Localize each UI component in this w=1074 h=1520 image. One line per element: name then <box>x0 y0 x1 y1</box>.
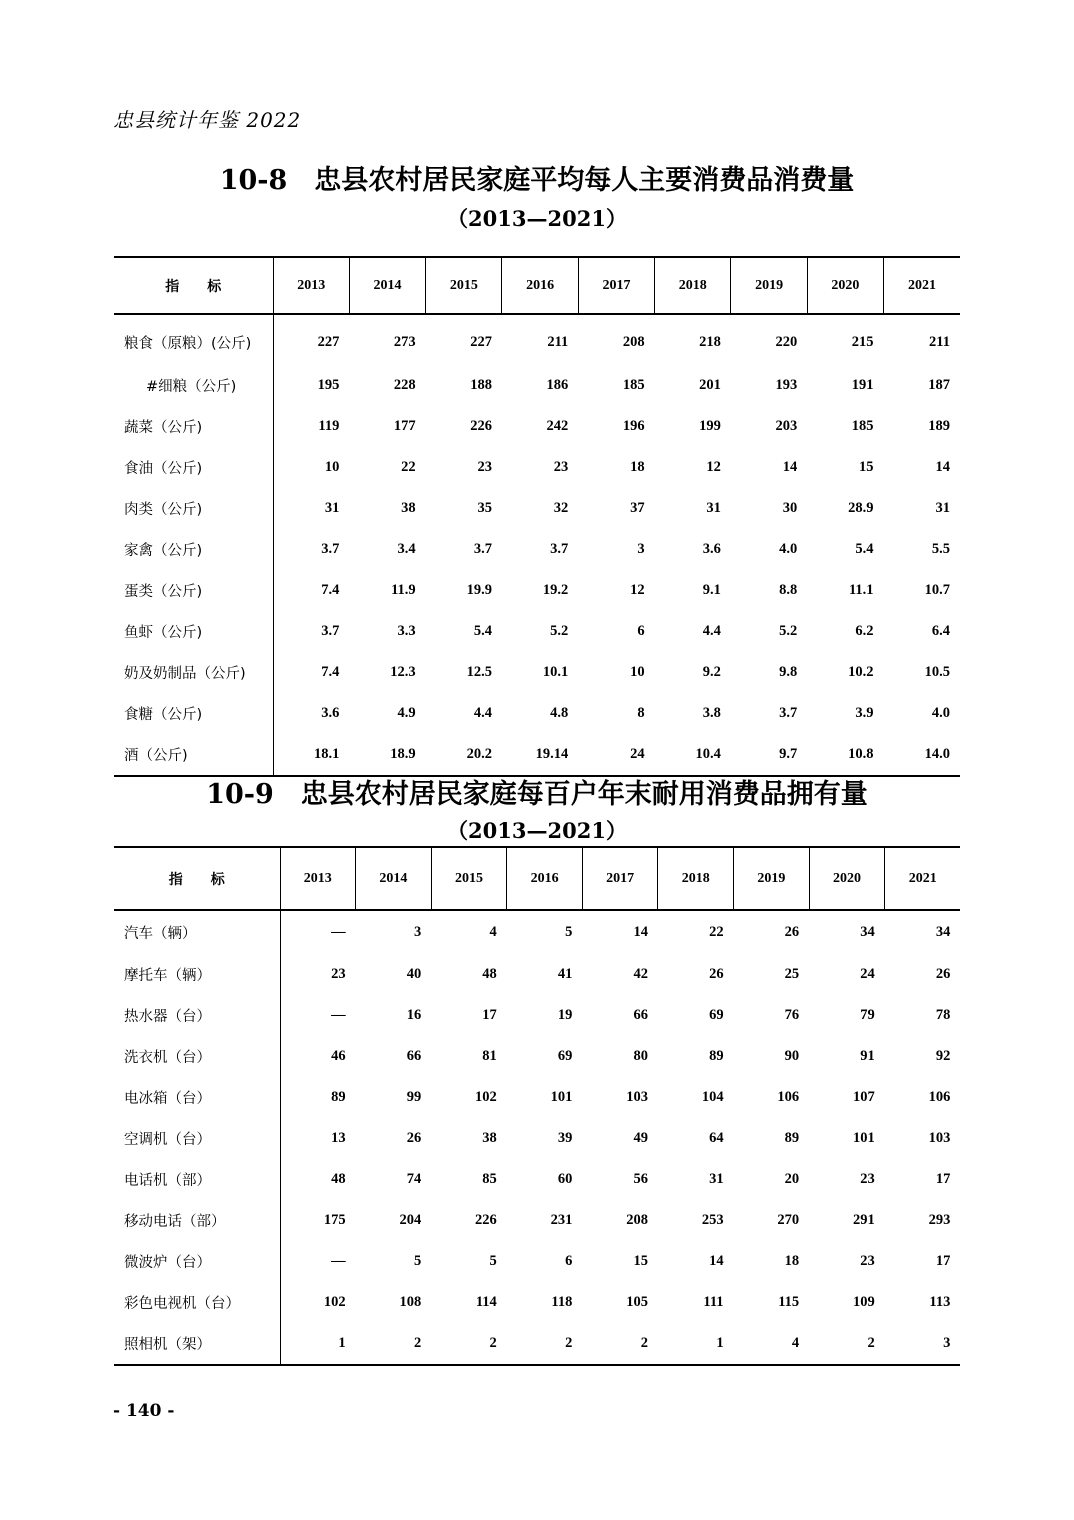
cell-value: 106 <box>928 1089 951 1105</box>
header-year: 2017 <box>582 847 658 910</box>
table-row <box>114 910 960 954</box>
table-row <box>114 529 960 570</box>
cell-value: 10 <box>630 664 645 680</box>
cell-value: 226 <box>475 1212 497 1228</box>
cell-value: 3.8 <box>702 705 721 721</box>
cell-value: 15 <box>859 459 874 475</box>
cell-value: 89 <box>331 1089 346 1105</box>
cell-value: 13 <box>331 1130 346 1146</box>
cell-value: 102 <box>323 1294 346 1310</box>
cell-value: 12.5 <box>466 664 492 680</box>
cell-value: 24 <box>860 966 875 982</box>
cell-value: 1 <box>716 1335 724 1351</box>
table2-subtitle: （2013—2021） <box>447 818 627 843</box>
table-row <box>114 1036 960 1077</box>
cell-value: 102 <box>475 1089 497 1105</box>
cell-value: 3.6 <box>702 541 721 557</box>
table-row <box>114 365 960 406</box>
cell-value: 40 <box>406 966 422 982</box>
cell-value: 89 <box>784 1130 800 1146</box>
row-label: 肉类（公斤) <box>114 488 273 529</box>
cell-value: 78 <box>935 1007 951 1023</box>
row-label: 蛋类（公斤) <box>114 570 273 611</box>
cell-value: 5 <box>565 924 573 940</box>
cell-value: 4.4 <box>702 623 721 639</box>
header-year: 2020 <box>809 847 885 910</box>
table-row <box>114 1118 960 1159</box>
cell-value: 17 <box>482 1007 497 1023</box>
cell-value: 101 <box>550 1089 573 1105</box>
cell-value: 69 <box>709 1007 724 1023</box>
cell-value: 114 <box>475 1294 497 1310</box>
cell-value: 196 <box>622 418 645 434</box>
cell-value: 23 <box>331 966 346 982</box>
table-row <box>114 693 960 734</box>
cell-value: 24 <box>630 746 645 762</box>
header-year: 2016 <box>502 257 578 314</box>
cell-value: 38 <box>401 500 416 516</box>
cell-value: 177 <box>393 418 416 434</box>
cell-value: 26 <box>406 1130 422 1146</box>
cell-value: 4.8 <box>550 705 569 721</box>
table-row <box>114 954 960 995</box>
cell-value: 64 <box>709 1130 724 1146</box>
cell-value: 3.9 <box>855 705 874 721</box>
cell-value: 14 <box>709 1253 724 1269</box>
cell-value: 3.7 <box>321 623 340 639</box>
cell-value: 185 <box>851 418 874 434</box>
table-rural-per-capita-consumption <box>114 256 960 777</box>
cell-value: 17 <box>935 1253 951 1269</box>
cell-value: 242 <box>546 418 569 434</box>
row-label: 彩色电视机（台） <box>114 1282 280 1323</box>
cell-value: 215 <box>851 333 874 350</box>
cell-value: 12.3 <box>390 664 416 680</box>
cell-value: 119 <box>318 418 340 434</box>
cell-value: 99 <box>406 1089 422 1105</box>
table-rural-durable-goods <box>114 846 960 1366</box>
cell-value: 4.9 <box>397 705 416 721</box>
cell-value: 3.7 <box>550 541 569 557</box>
cell-value: 220 <box>775 333 798 350</box>
table-row <box>114 734 960 776</box>
cell-value: 270 <box>777 1212 800 1228</box>
cell-value: 3.7 <box>779 705 798 721</box>
cell-value: 39 <box>557 1130 573 1146</box>
cell-value: 2 <box>413 1335 422 1351</box>
header-indicator: 指 标 <box>114 257 273 314</box>
cell-value: 118 <box>551 1294 573 1310</box>
cell-value: 7.4 <box>321 582 340 598</box>
cell-value: 25 <box>784 966 800 982</box>
cell-value: 4.0 <box>931 705 950 721</box>
table-header-row <box>114 847 960 910</box>
cell-value: 115 <box>778 1294 800 1310</box>
header-year: 2019 <box>734 847 810 910</box>
cell-value: 6 <box>637 623 645 639</box>
header-year: 2021 <box>884 257 960 314</box>
table-row <box>114 570 960 611</box>
cell-value: 109 <box>853 1294 875 1310</box>
cell-value: 37 <box>630 500 645 516</box>
cell-value: 211 <box>929 333 950 350</box>
cell-value: 22 <box>709 924 724 940</box>
table-row <box>114 1200 960 1241</box>
row-label: 粮食（原粮）(公斤) <box>114 314 273 365</box>
cell-value: 19 <box>557 1007 573 1023</box>
header-year: 2014 <box>349 257 425 314</box>
table-header-row <box>114 257 960 314</box>
cell-value: 19.2 <box>542 582 569 598</box>
cell-value: 5.5 <box>931 541 950 557</box>
row-label: 汽车（辆） <box>114 910 280 954</box>
cell-value: 46 <box>331 1048 346 1064</box>
cell-value: 3 <box>413 924 422 940</box>
cell-value: 12 <box>630 582 645 598</box>
cell-value: 66 <box>633 1007 648 1023</box>
header-year: 2016 <box>507 847 583 910</box>
cell-value: 2 <box>565 1335 573 1351</box>
cell-value: 10.5 <box>924 664 950 680</box>
table-row <box>114 447 960 488</box>
row-label: #细粮（公斤) <box>114 365 273 406</box>
header-indicator: 指 标 <box>114 847 280 910</box>
cell-value: 49 <box>633 1130 648 1146</box>
cell-value: 81 <box>482 1048 497 1064</box>
cell-value: 17 <box>935 1171 951 1187</box>
cell-value: 90 <box>784 1048 800 1064</box>
cell-value: 69 <box>557 1048 573 1064</box>
cell-value: 12 <box>706 459 721 475</box>
cell-value: 103 <box>626 1089 648 1105</box>
header-year: 2021 <box>885 847 961 910</box>
cell-value: 30 <box>782 500 798 516</box>
cell-value: 189 <box>928 418 950 434</box>
cell-value: 291 <box>853 1212 875 1228</box>
cell-value: 175 <box>323 1212 346 1228</box>
cell-value: 113 <box>929 1294 951 1310</box>
cell-value: 85 <box>482 1171 497 1187</box>
cell-value: 101 <box>853 1130 875 1146</box>
cell-value: 48 <box>482 966 497 982</box>
table-row <box>114 652 960 693</box>
header-year: 2019 <box>731 257 807 314</box>
cell-value: 23 <box>860 1171 875 1187</box>
cell-value: 10.4 <box>695 746 721 762</box>
header-year: 2013 <box>280 847 356 910</box>
cell-value: 14.0 <box>924 746 950 762</box>
header-year: 2014 <box>356 847 432 910</box>
cell-value: 60 <box>557 1171 573 1187</box>
cell-value: 111 <box>703 1294 724 1310</box>
cell-value: 14 <box>935 459 950 475</box>
cell-value: — <box>331 924 346 940</box>
cell-value: 5 <box>413 1253 422 1269</box>
cell-value: 19.9 <box>466 582 492 598</box>
table-row <box>114 611 960 652</box>
cell-value: 26 <box>935 966 951 982</box>
cell-value: 18.1 <box>313 746 340 762</box>
cell-value: 20 <box>784 1171 800 1187</box>
cell-value: 80 <box>633 1048 648 1064</box>
cell-value: 91 <box>860 1048 875 1064</box>
cell-value: 253 <box>701 1212 724 1228</box>
cell-value: 18.9 <box>390 746 416 762</box>
cell-value: 76 <box>784 1007 800 1023</box>
cell-value: 34 <box>860 924 875 940</box>
cell-value: 106 <box>777 1089 800 1105</box>
cell-value: 8 <box>637 705 645 721</box>
cell-value: 208 <box>622 333 645 350</box>
cell-value: 8.8 <box>779 582 798 598</box>
cell-value: 2 <box>640 1335 648 1351</box>
cell-value: 228 <box>393 377 416 393</box>
header-year: 2018 <box>658 847 734 910</box>
row-label: 电冰箱（台） <box>114 1077 280 1118</box>
cell-value: 3 <box>637 541 645 557</box>
cell-value: 10.1 <box>542 664 569 680</box>
table1-subtitle: （2013—2021） <box>447 206 627 231</box>
running-title: 忠县统计年鉴 2022 <box>113 108 302 132</box>
row-label: 酒（公斤) <box>114 734 273 776</box>
table-row <box>114 314 960 365</box>
cell-value: 227 <box>470 333 492 350</box>
table-row <box>114 1159 960 1200</box>
cell-value: 293 <box>928 1212 951 1228</box>
row-label: 蔬菜（公斤) <box>114 406 273 447</box>
cell-value: 2 <box>867 1335 875 1351</box>
cell-value: 28.9 <box>848 500 874 516</box>
header-year: 2015 <box>431 847 507 910</box>
page-number: - 140 - <box>113 1401 175 1421</box>
header-year: 2015 <box>426 257 502 314</box>
cell-value: 79 <box>860 1007 875 1023</box>
cell-value: 23 <box>553 459 569 475</box>
table2-title: 10-9 忠县农村居民家庭每百户年末耐用消费品拥有量 <box>206 779 868 810</box>
cell-value: 105 <box>626 1294 648 1310</box>
cell-value: 211 <box>547 333 569 350</box>
cell-value: 89 <box>709 1048 724 1064</box>
cell-value: 16 <box>406 1007 422 1023</box>
cell-value: 10.2 <box>848 664 874 680</box>
cell-value: 3.7 <box>321 541 340 557</box>
cell-value: 9.2 <box>702 664 721 680</box>
cell-value: 186 <box>546 377 569 393</box>
row-label: 家禽（公斤) <box>114 529 273 570</box>
row-label: 热水器（台） <box>114 995 280 1036</box>
row-label: 奶及奶制品（公斤) <box>114 652 273 693</box>
cell-value: 22 <box>401 459 416 475</box>
cell-value: 4 <box>791 1335 800 1351</box>
cell-value: 4 <box>489 924 497 940</box>
cell-value: 56 <box>633 1171 648 1187</box>
cell-value: 3.6 <box>321 705 340 721</box>
table-row <box>114 1077 960 1118</box>
cell-value: 5.4 <box>473 623 492 639</box>
cell-value: 3.4 <box>397 541 416 557</box>
cell-value: 15 <box>633 1253 648 1269</box>
cell-value: 23 <box>860 1253 875 1269</box>
row-label: 鱼虾（公斤) <box>114 611 273 652</box>
header-year: 2017 <box>578 257 654 314</box>
cell-value: 14 <box>633 924 648 940</box>
row-label: 微波炉（台） <box>114 1241 280 1282</box>
cell-value: 10.7 <box>924 582 950 598</box>
row-label: 电话机（部） <box>114 1159 280 1200</box>
row-label: 照相机（架） <box>114 1323 280 1365</box>
row-label: 摩托车（辆） <box>114 954 280 995</box>
cell-value: 185 <box>622 377 645 393</box>
cell-value: 92 <box>935 1048 951 1064</box>
cell-value: 32 <box>553 500 569 516</box>
cell-value: 191 <box>851 377 874 393</box>
cell-value: 5 <box>489 1253 497 1269</box>
cell-value: — <box>331 1007 346 1023</box>
cell-value: 3 <box>943 1335 951 1351</box>
cell-value: 26 <box>784 924 800 940</box>
cell-value: 5.4 <box>855 541 874 557</box>
cell-value: 19.14 <box>535 746 569 762</box>
cell-value: 187 <box>928 377 950 393</box>
table-row <box>114 488 960 529</box>
cell-value: 231 <box>550 1212 573 1228</box>
cell-value: 203 <box>775 418 798 434</box>
cell-value: 193 <box>775 377 798 393</box>
cell-value: 208 <box>626 1212 648 1228</box>
cell-value: 41 <box>557 966 573 982</box>
cell-value: 103 <box>928 1130 951 1146</box>
cell-value: 20.2 <box>466 746 492 762</box>
cell-value: — <box>331 1253 346 1269</box>
row-label: 食糖（公斤) <box>114 693 273 734</box>
cell-value: 48 <box>331 1171 346 1187</box>
header-year: 2018 <box>655 257 731 314</box>
cell-value: 6 <box>565 1253 573 1269</box>
cell-value: 227 <box>317 333 340 350</box>
cell-value: 10.8 <box>848 746 874 762</box>
cell-value: 5.2 <box>550 623 569 639</box>
table-row <box>114 995 960 1036</box>
cell-value: 66 <box>406 1048 422 1064</box>
cell-value: 1 <box>338 1335 346 1351</box>
table-row <box>114 406 960 447</box>
cell-value: 104 <box>701 1089 724 1105</box>
cell-value: 31 <box>709 1171 724 1187</box>
cell-value: 9.1 <box>702 582 721 598</box>
cell-value: 2 <box>489 1335 497 1351</box>
cell-value: 218 <box>699 333 721 350</box>
cell-value: 226 <box>470 418 492 434</box>
table1-title: 10-8 忠县农村居民家庭平均每人主要消费品消费量 <box>219 165 855 196</box>
cell-value: 11.9 <box>391 582 416 598</box>
cell-value: 195 <box>317 377 340 393</box>
cell-value: 38 <box>482 1130 497 1146</box>
row-label: 食油（公斤) <box>114 447 273 488</box>
cell-value: 273 <box>393 333 416 350</box>
header-year: 2013 <box>273 257 349 314</box>
cell-value: 34 <box>935 924 951 940</box>
cell-value: 18 <box>784 1253 800 1269</box>
row-label: 洗衣机（台） <box>114 1036 280 1077</box>
cell-value: 188 <box>470 377 492 393</box>
cell-value: 10 <box>324 459 340 475</box>
cell-value: 7.4 <box>321 664 340 680</box>
cell-value: 9.7 <box>779 746 798 762</box>
cell-value: 3.7 <box>473 541 492 557</box>
cell-value: 14 <box>782 459 798 475</box>
row-label: 空调机（台） <box>114 1118 280 1159</box>
cell-value: 3.3 <box>397 623 416 639</box>
cell-value: 9.8 <box>779 664 798 680</box>
cell-value: 35 <box>477 500 492 516</box>
table-row <box>114 1282 960 1323</box>
table-row <box>114 1241 960 1282</box>
table-row <box>114 1323 960 1365</box>
cell-value: 23 <box>477 459 492 475</box>
cell-value: 108 <box>399 1294 422 1310</box>
cell-value: 204 <box>399 1212 422 1228</box>
cell-value: 18 <box>630 459 645 475</box>
cell-value: 201 <box>699 377 721 393</box>
cell-value: 31 <box>706 500 721 516</box>
cell-value: 31 <box>935 500 950 516</box>
cell-value: 6.2 <box>855 623 874 639</box>
cell-value: 4.4 <box>473 705 492 721</box>
cell-value: 26 <box>709 966 724 982</box>
cell-value: 74 <box>406 1171 422 1187</box>
row-label: 移动电话（部） <box>114 1200 280 1241</box>
cell-value: 199 <box>699 418 721 434</box>
cell-value: 31 <box>324 500 340 516</box>
cell-value: 6.4 <box>931 623 950 639</box>
cell-value: 11.1 <box>848 582 874 598</box>
cell-value: 107 <box>853 1089 875 1105</box>
cell-value: 42 <box>633 966 648 982</box>
cell-value: 5.2 <box>779 623 798 639</box>
header-year: 2020 <box>807 257 883 314</box>
cell-value: 4.0 <box>779 541 798 557</box>
